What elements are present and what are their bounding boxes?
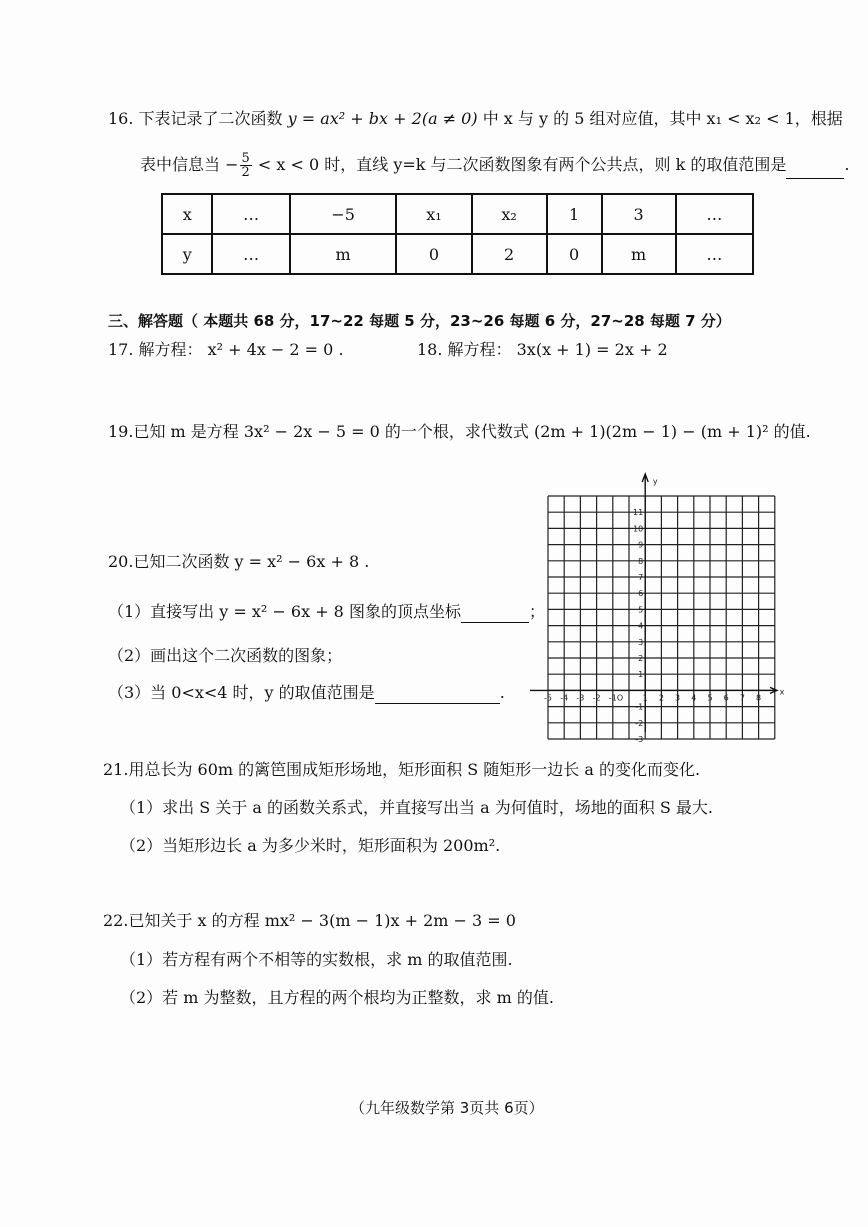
x-tick-label: -3	[576, 693, 585, 703]
x-tick-label: -5	[544, 693, 552, 703]
table-cell: m	[290, 234, 397, 274]
q21-part2: （2）当矩形边长 a 为多少米时，矩形面积为 200m².	[120, 836, 501, 855]
y-tick-label: 3	[638, 637, 644, 647]
table-cell: 3	[602, 194, 676, 234]
grid-svg	[530, 470, 786, 744]
table-cell: …	[212, 234, 289, 274]
y-tick-label: 9	[638, 540, 644, 550]
q16-intro: 16. 下表记录了二次函数	[108, 109, 288, 128]
table-cell: …	[676, 234, 753, 274]
y-tick-label: -1	[635, 702, 644, 712]
x-tick-label: 5	[707, 693, 713, 703]
x-tick-label: 1	[642, 693, 648, 703]
y-axis-name: y	[652, 477, 658, 486]
table-cell: 0	[396, 234, 471, 274]
q20-part2: （2）画出这个二次函数的图象；	[108, 646, 343, 665]
y-tick-label: 11	[633, 508, 644, 518]
y-tick-label: 5	[638, 605, 644, 615]
y-tick-label: 6	[638, 589, 644, 599]
y-tick-label: -3	[635, 735, 644, 744]
table-cell: 1	[547, 194, 602, 234]
q16-condition: 中 x 与 y 的 5 组对应值，其中 x₁ < x₂ < 1，根据	[477, 109, 843, 128]
x-axis-name: x	[779, 687, 785, 697]
table-cell: x	[162, 194, 212, 234]
q20-range-blank[interactable]	[375, 685, 500, 704]
q16-question: < x < 0 时，直线 y=k 与二次函数图象有两个公共点，则 k 的取值范围是	[252, 155, 787, 174]
q16-answer-blank[interactable]	[786, 160, 844, 179]
q20-part3-end: .	[499, 683, 505, 702]
x-tick-label: -4	[560, 693, 569, 703]
x-tick-label: 8	[756, 693, 762, 703]
q20-part3	[108, 682, 505, 704]
section-title: 三、解答题（ 本题共 68 分，17~22 每题 5 分，23~26 每题 6 分，27~28 每题 7 分）	[108, 312, 731, 330]
q20-part3-text: （3）当 0<x<4 时，y 的取值范围是	[108, 683, 375, 702]
y-tick-label: 10	[633, 524, 644, 534]
x-tick-label: -2	[592, 693, 601, 703]
x-tick-label: O	[616, 693, 624, 703]
table-cell: …	[212, 194, 289, 234]
q22-stem: 22.已知关于 x 的方程 mx² − 3(m − 1)x + 2m − 3 = 0	[103, 911, 516, 930]
table-cell: y	[162, 234, 212, 274]
q22-part1: （1）若方程有两个不相等的实数根，求 m 的取值范围.	[120, 950, 513, 969]
q17: 17. 解方程： x² + 4x − 2 = 0 .	[108, 340, 344, 359]
coordinate-grid[interactable]	[530, 470, 786, 744]
q18: 18. 解方程： 3x(x + 1) = 2x + 2	[417, 340, 668, 359]
y-tick-label: 2	[638, 654, 644, 663]
y-tick-label: 1	[638, 670, 644, 680]
y-tick-label: -2	[635, 718, 644, 728]
table-cell: x₁	[396, 194, 471, 234]
table-cell: …	[676, 194, 753, 234]
q20-vertex-blank[interactable]	[461, 604, 529, 623]
q16-range-prefix: 表中信息当 −	[140, 155, 239, 174]
q20-part1-end: ；	[528, 602, 545, 621]
table-cell: −5	[290, 194, 397, 234]
table-cell: 2	[472, 234, 547, 274]
q19: 19.已知 m 是方程 3x² − 2x − 5 = 0 的一个根，求代数式 (2m + 1)(2m − 1) − (m + 1)² 的值.	[108, 422, 811, 441]
fraction-denominator: 2	[241, 165, 250, 180]
table-cell: 0	[547, 234, 602, 274]
q16-line1	[108, 108, 843, 130]
q20-stem: 20.已知二次函数 y = x² − 6x + 8 .	[108, 552, 370, 571]
page-footer: （九年级数学第 3页共 6页）	[350, 1099, 544, 1117]
table-row-y	[162, 234, 753, 274]
q16-fraction	[240, 152, 252, 179]
q16-value-table	[161, 193, 754, 275]
q21-part1: （1）求出 S 关于 a 的函数关系式，并直接写出当 a 为何值时，场地的面积 S 最大.	[120, 798, 713, 817]
table-cell: m	[602, 234, 676, 274]
q16-period: .	[844, 155, 850, 174]
q16-function: y = ax² + bx + 2(a ≠ 0)	[287, 109, 478, 128]
y-tick-label: 8	[638, 556, 644, 566]
fraction-numerator: 5	[241, 151, 250, 166]
x-tick-label: 3	[675, 693, 681, 703]
x-tick-label: 4	[691, 693, 697, 703]
q22-part2: （2）若 m 为整数，且方程的两个根均为正整数，求 m 的值.	[120, 988, 554, 1007]
q20-part1-text: （1）直接写出 y = x² − 6x + 8 图象的顶点坐标	[108, 602, 461, 621]
table-cell: x₂	[472, 194, 547, 234]
q20-part1	[108, 601, 545, 623]
x-tick-label: 7	[739, 693, 745, 703]
x-tick-label: -1	[608, 693, 617, 703]
q16-line2	[140, 152, 850, 179]
x-tick-label: 6	[723, 693, 729, 703]
q21-stem: 21.用总长为 60m 的篱笆围成矩形场地，矩形面积 S 随矩形一边长 a 的变化而变化.	[103, 760, 701, 779]
y-tick-label: 4	[638, 621, 644, 631]
x-tick-label: 2	[658, 693, 664, 703]
table-row-x	[162, 194, 753, 234]
y-tick-label: 7	[638, 573, 644, 582]
